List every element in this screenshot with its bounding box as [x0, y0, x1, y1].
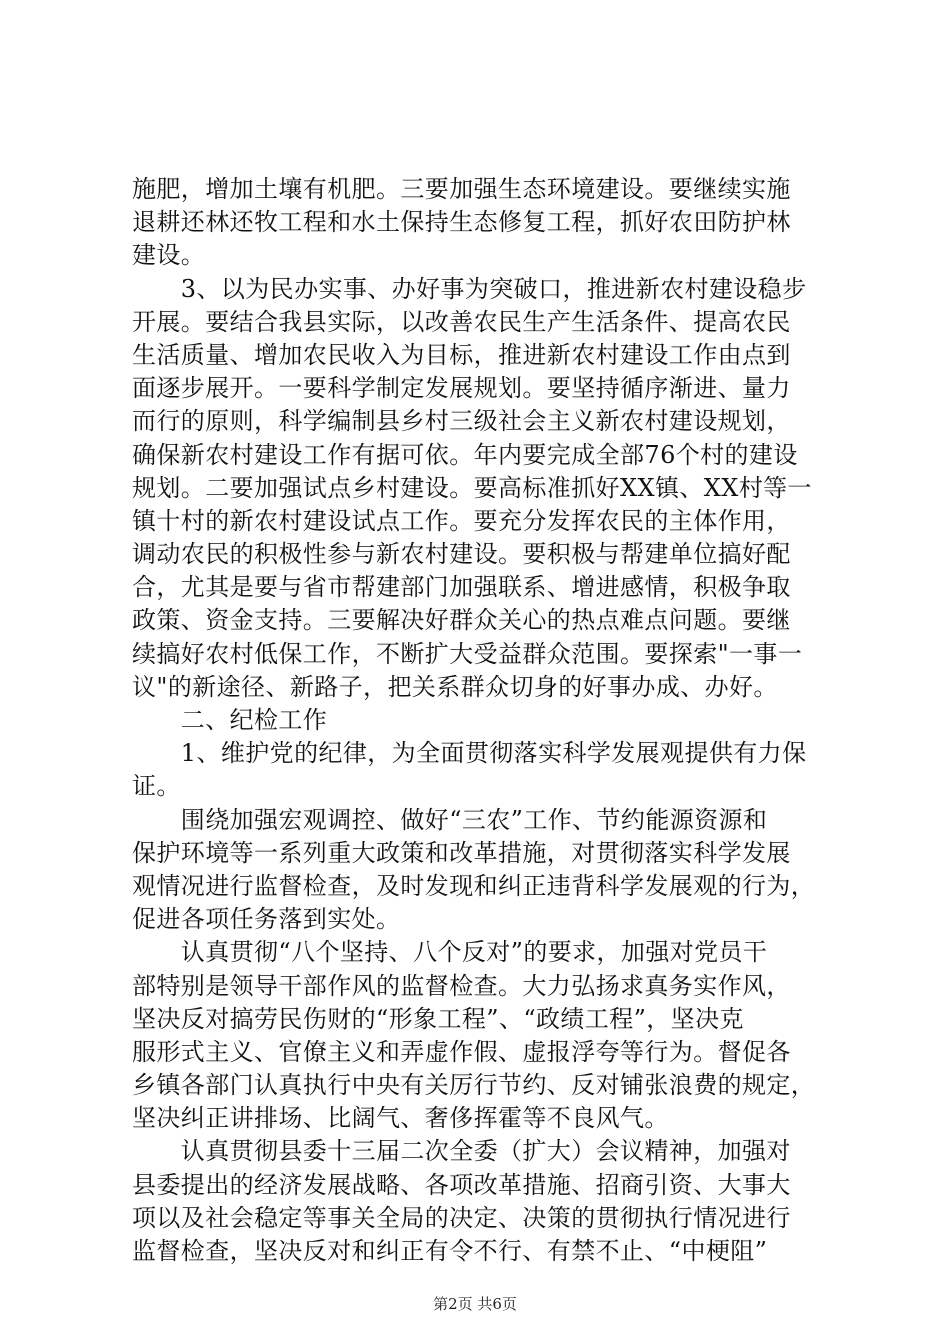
page-footer: 第2页 共6页 [433, 1295, 517, 1313]
document-body [132, 173, 832, 1268]
text-line: 而行的原则，科学编制县乡村三级社会主义新农村建设规划， [132, 407, 791, 436]
text-line: 开展。要结合我县实际，以改善农民生产生活条件、提高农民 [132, 307, 791, 336]
text-line: 1、维护党的纪律，为全面贯彻落实科学发展观提供有力保 [132, 739, 807, 768]
text-line: 调动农民的积极性参与新农村建设。要积极与帮建单位搞好配 [132, 540, 791, 569]
text-line: 续搞好农村低保工作，不断扩大受益群众范围。要探索"一事一 [132, 639, 803, 668]
text-line: 生活质量、增加农民收入为目标，推进新农村建设工作由点到 [132, 340, 791, 369]
text-line: 坚决反对搞劳民伤财的“形象工程”、“政绩工程”，坚决克 [132, 1004, 744, 1033]
text-line: 议"的新途径、新路子，把关系群众切身的好事办成、办好。 [132, 672, 778, 701]
text-line: 二、纪检工作 [132, 706, 328, 734]
text-line: 政策、资金支持。三要解决好群众关心的热点难点问题。要继 [132, 606, 791, 635]
text-line: 镇十村的新农村建设试点工作。要充分发挥农民的主体作用， [132, 506, 791, 535]
text-line: 退耕还林还牧工程和水土保持生态修复工程，抓好农田防护林 [132, 208, 791, 237]
text-line: 坚决纠正讲排场、比阔气、奢侈挥霍等不良风气。 [132, 1104, 669, 1133]
text-line: 认真贯彻县委十三届二次全委（扩大）会议精神，加强对 [132, 1137, 791, 1166]
text-line: 服形式主义、官僚主义和弄虚作假、虚报浮夸等行为。督促各 [132, 1037, 791, 1066]
text-line: 认真贯彻“八个坚持、八个反对”的要求，加强对党员干 [132, 938, 768, 967]
text-line: 面逐步展开。一要科学制定发展规划。要坚持循序渐进、量力 [132, 374, 791, 403]
text-line: 规划。二要加强试点乡村建设。要高标准抓好XX镇、XX村等一 [132, 473, 812, 502]
text-line: 确保新农村建设工作有据可依。年内要完成全部76个村的建设 [132, 440, 798, 469]
text-line: 围绕加强宏观调控、做好“三农”工作、节约能源资源和 [132, 805, 768, 834]
text-line: 合，尤其是要与省市帮建部门加强联系、增进感情，积极争取 [132, 573, 791, 602]
text-line: 促进各项任务落到实处。 [132, 905, 401, 934]
text-line: 监督检查，坚决反对和纠正有令不行、有禁不止、“中梗阻” [132, 1237, 768, 1265]
text-line: 施肥，增加土壤有机肥。三要加强生态环境建设。要继续实施 [132, 175, 791, 203]
text-line: 观情况进行监督检查，及时发现和纠正违背科学发展观的行为， [132, 871, 816, 900]
text-line: 县委提出的经济发展战略、各项改革措施、招商引资、大事大 [132, 1170, 791, 1199]
text-line: 建设。 [132, 241, 206, 270]
text-line: 3、以为民办实事、办好事为突破口，推进新农村建设稳步 [132, 274, 807, 303]
text-line: 乡镇各部门认真执行中央有关厉行节约、反对铺张浪费的规定， [132, 1071, 816, 1100]
text-line: 部特别是领导干部作风的监督检查。大力弘扬求真务实作风， [132, 971, 791, 1000]
text-line: 项以及社会稳定等事关全局的决定、决策的贯彻执行情况进行 [132, 1203, 791, 1232]
text-line: 保护环境等一系列重大政策和改革措施，对贯彻落实科学发展 [132, 838, 791, 867]
text-line: 证。 [132, 772, 181, 801]
